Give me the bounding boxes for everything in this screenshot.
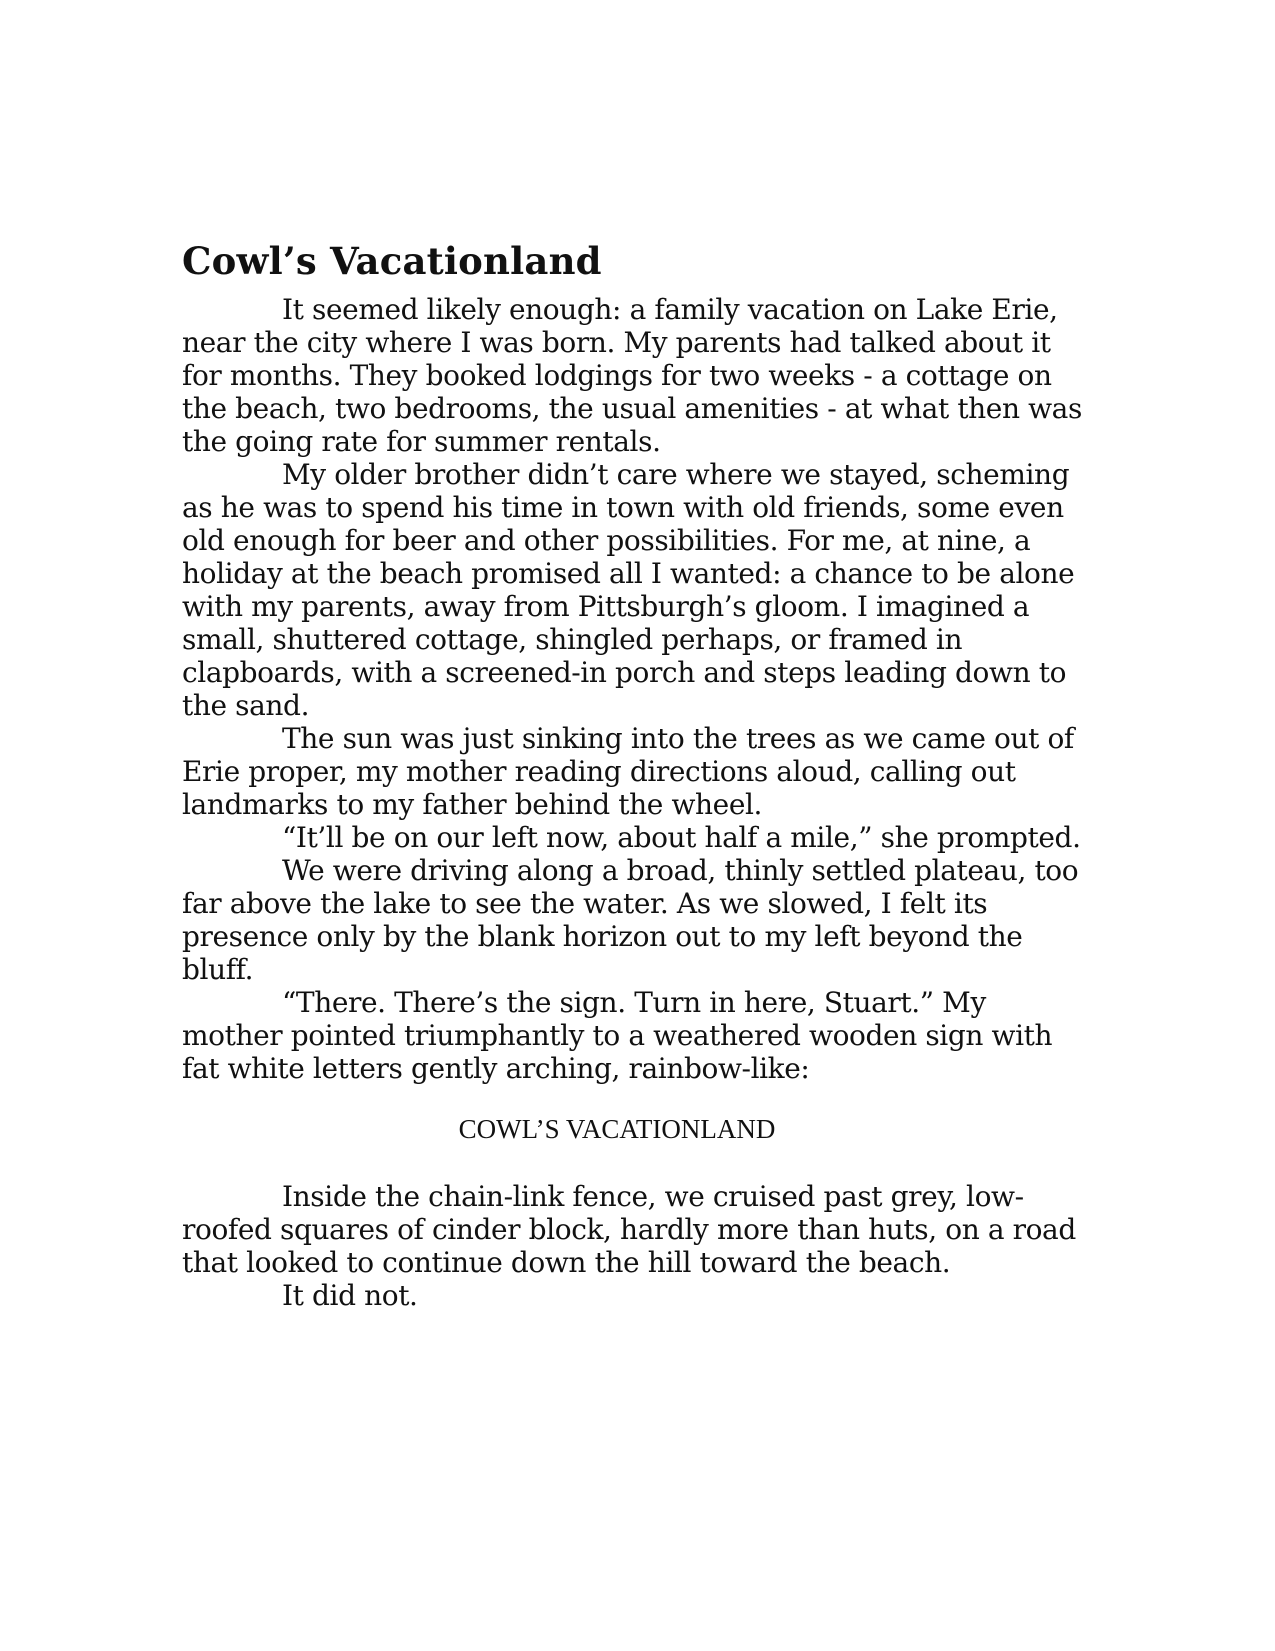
paragraph-2: My older brother didn’t care where we stayed, scheming as he was to spend his time in town with old friends, some even old enough for beer and other possibilities. For me, at nine, a holiday at the beach promised all I wanted: a chance to be alone with my parents, away from Pittsburgh’s gloom. I imagined a small, shuttered cottage, shingled perhaps, or framed in clapboards, with a screened-in porch and steps leading down to the sand. <box>182 458 1075 722</box>
paragraph-6: “There. There’s the sign. Turn in here, Stuart.” My mother pointed triumphantly to a weathered wooden sign with fat white letters gently arching, rainbow-like: <box>182 986 1053 1085</box>
paragraph-1: It seemed likely enough: a family vacation on Lake Erie, near the city where I was born. My parents had talked about it for months. They booked lodgings for two weeks - a cottage on the beach, two bedrooms, the usual amenities - at what then was the going rate for summer rentals. <box>182 293 1082 458</box>
paragraph-5: We were driving along a broad, thinly settled plateau, too far above the lake to see the water. As we slowed, I felt its presence only by the blank horizon out to my left beyond the bluff. <box>182 854 1079 986</box>
paragraph-8: It did not. <box>282 1279 418 1312</box>
paragraph-7: Inside the chain-link fence, we cruised past grey, low-roofed squares of cinder block, hardly more than huts, on a road that looked to continue down the hill toward the beach. <box>182 1180 1076 1279</box>
paragraph-4: “It’ll be on our left now, about half a mile,” she prompted. <box>282 821 1081 854</box>
paragraph-3: The sun was just sinking into the trees as we came out of Erie proper, my mother reading directions aloud, calling out landmarks to my father behind the wheel. <box>182 722 1074 821</box>
story-title: Cowl’s Vacationland <box>182 239 602 283</box>
sign-text: COWL’S VACATIONLAND <box>458 1114 776 1144</box>
document-page <box>182 237 1082 1312</box>
